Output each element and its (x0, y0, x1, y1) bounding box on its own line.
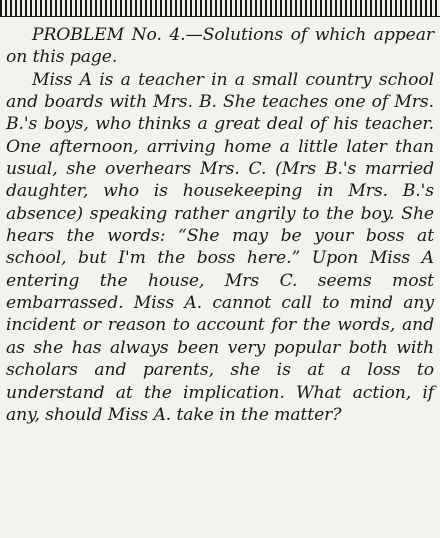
problem-body: Miss A is a teacher in a small country school and boards with Mrs. B. She teaches one of Mrs. B.'s boys, who thinks a great deal of his teacher. One afternoon, arriving home a little later than usual, she overhears Mrs. C. (Mrs B.'s married daughter, who is housekeeping in Mrs. B.'s absence) speaking rather angrily to the boy. She hears the words: “She may be your boss at school, but I'm the boss here.” Upon Miss A entering the house, Mrs C. seems most embarrassed. Miss A. cannot call to mind any incident or reason to account for the words, and as she has always been very popular both with scholars and parents, she is at a loss to understand at the implication. What action, if any, should Miss A. take in the matter? (6, 69, 434, 425)
top-decorative-rule (0, 0, 440, 17)
newspaper-clipping (6, 24, 434, 426)
problem-heading: PROBLEM No. 4.—Solutions of which appear on this page. (6, 25, 434, 68)
